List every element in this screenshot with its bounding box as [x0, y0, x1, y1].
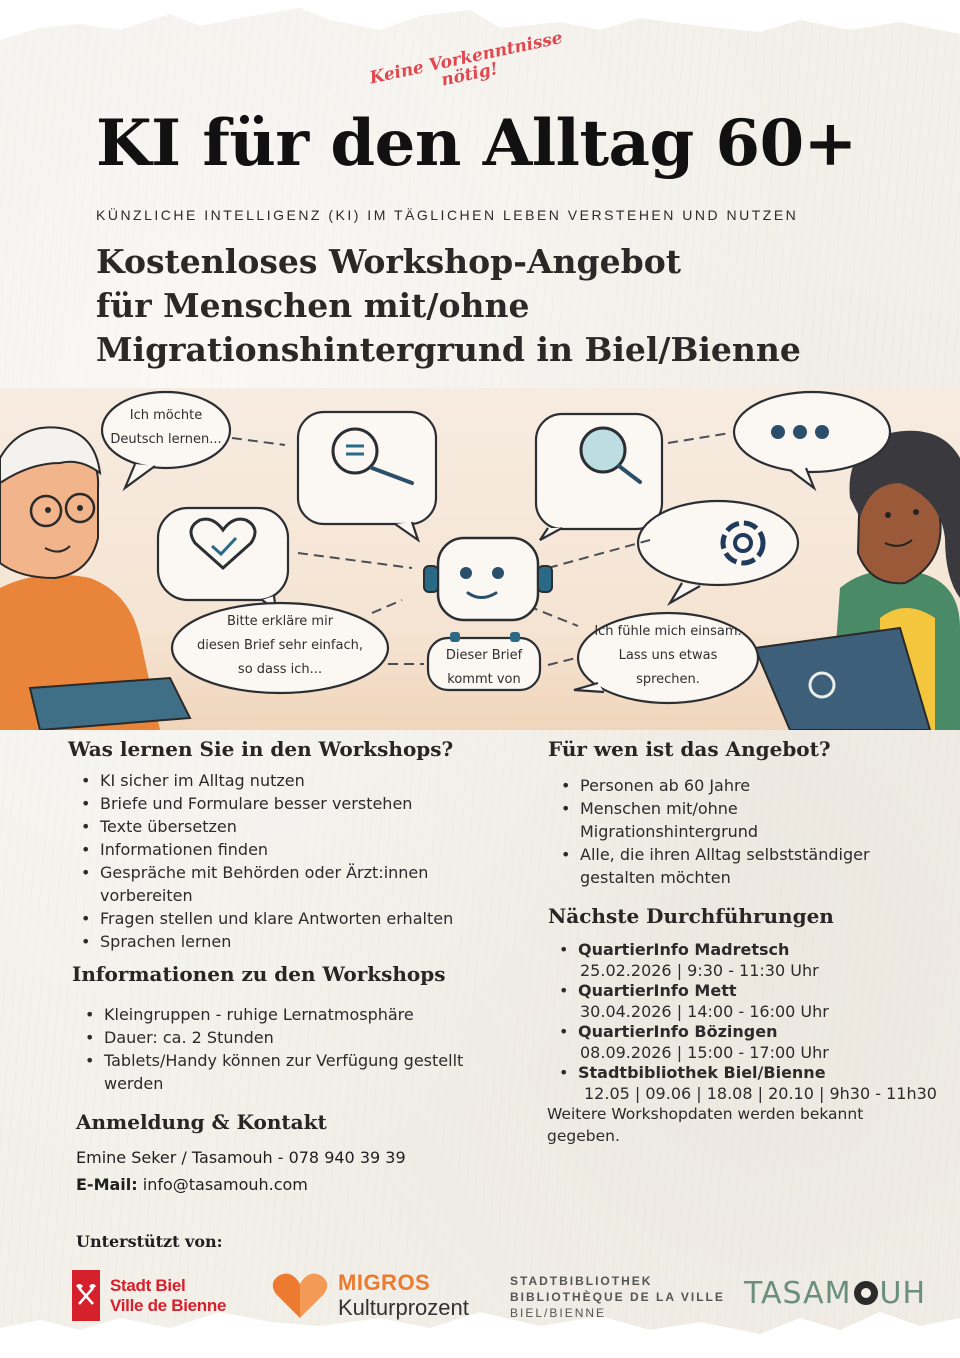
list-item: • Sprachen lernen — [76, 930, 506, 953]
list-item: • Kleingruppen - ruhige Lernatmosphäre — [80, 1003, 490, 1026]
list-item: • Texte übersetzen — [76, 815, 506, 838]
tagline: Keine Vorkenntnisse nötig! — [367, 27, 565, 91]
email-link[interactable]: info@tasamouh.com — [142, 1175, 308, 1194]
lead-heading: Kostenloses Workshop-Angebot für Menschen mit/ohne Migrationshintergrund in Biel/Bienne — [96, 242, 801, 369]
contact-person: Emine Seker / Tasamouh - 078 940 39 39 — [76, 1148, 406, 1167]
dates-list — [554, 940, 944, 1104]
email-label: E-Mail: — [76, 1175, 138, 1194]
audience-list — [556, 774, 916, 889]
dates-heading: Nächste Durchführungen — [548, 904, 834, 928]
date-item: • QuartierInfo Mett 30.04.2026 | 14:00 - 16:00 Uhr — [554, 981, 944, 1022]
list-item: • Tablets/Handy können zur Verfügung gestellt werden — [80, 1049, 490, 1095]
typing-dots-icon — [771, 425, 829, 439]
list-item: • Dauer: ca. 2 Stunden — [80, 1026, 490, 1049]
migros-heart-icon — [270, 1270, 330, 1320]
info-list — [80, 1003, 490, 1095]
biel-axes-icon — [72, 1270, 100, 1321]
audience-heading: Für wen ist das Angebot? — [548, 737, 831, 761]
woman-person — [755, 431, 960, 730]
list-item: • Briefe und Formulare besser verstehen — [76, 792, 506, 815]
illustration — [0, 388, 960, 730]
sponsors-label: Unterstützt von: — [76, 1232, 223, 1251]
list-item: • Personen ab 60 Jahre — [556, 774, 916, 797]
list-item: • Gespräche mit Behörden oder Ärzt:innen vorbereiten — [76, 861, 456, 907]
tasamouh-o-icon — [854, 1281, 878, 1305]
subtitle: KÜNZLICHE INTELLIGENZ (KI) IM TÄGLICHEN LEBEN VERSTEHEN UND NUTZEN — [96, 207, 799, 223]
info-heading: Informationen zu den Workshops — [72, 962, 446, 986]
page-title: KI für den Alltag 60+ — [96, 106, 857, 181]
bubble-deutsch: Ich möchte Deutsch lernen... — [110, 408, 222, 447]
contact-email-row — [76, 1175, 308, 1194]
bubble-brief-erklaeren: Bitte erkläre mir diesen Brief sehr einfach, so dass ich... — [197, 614, 363, 677]
dates-note: Weitere Workshopdaten werden bekannt gegeben. — [547, 1105, 864, 1145]
list-item: • Menschen mit/ohne Migrationshintergrund — [556, 797, 786, 843]
list-item: • Fragen stellen und klare Antworten erhalten — [76, 907, 506, 930]
date-item: • QuartierInfo Bözingen 08.09.2026 | 15:00 - 17:00 Uhr — [554, 1022, 944, 1063]
learn-list — [76, 769, 506, 953]
list-item: • KI sicher im Alltag nutzen — [76, 769, 506, 792]
learn-heading: Was lernen Sie in den Workshops? — [68, 737, 454, 761]
bubble-brief-kommt: Dieser Brief kommt von — [445, 648, 523, 687]
list-item: • Informationen finden — [76, 838, 506, 861]
list-item: • Alle, die ihren Alltag selbstständiger gestalten möchten — [556, 843, 916, 889]
date-item: • Stadtbibliothek Biel/Bienne 12.05 | 09.06 | 18.08 | 20.10 | 9h30 - 11h30 — [554, 1063, 944, 1104]
logo-tasamouh: TASAM UH — [744, 1276, 927, 1311]
date-item: • QuartierInfo Madretsch 25.02.2026 | 9:30 - 11:30 Uhr — [554, 940, 944, 981]
contact-heading: Anmeldung & Kontakt — [76, 1110, 327, 1134]
robot-icon — [424, 538, 552, 642]
bubble-einsam: Ich fühle mich einsam. Lass uns etwas sprechen. — [594, 624, 742, 687]
logo-stadtbibliothek: STADTBIBLIOTHEK BIBLIOTHÈQUE DE LA VILLE BIEL/BIENNE — [510, 1274, 725, 1320]
